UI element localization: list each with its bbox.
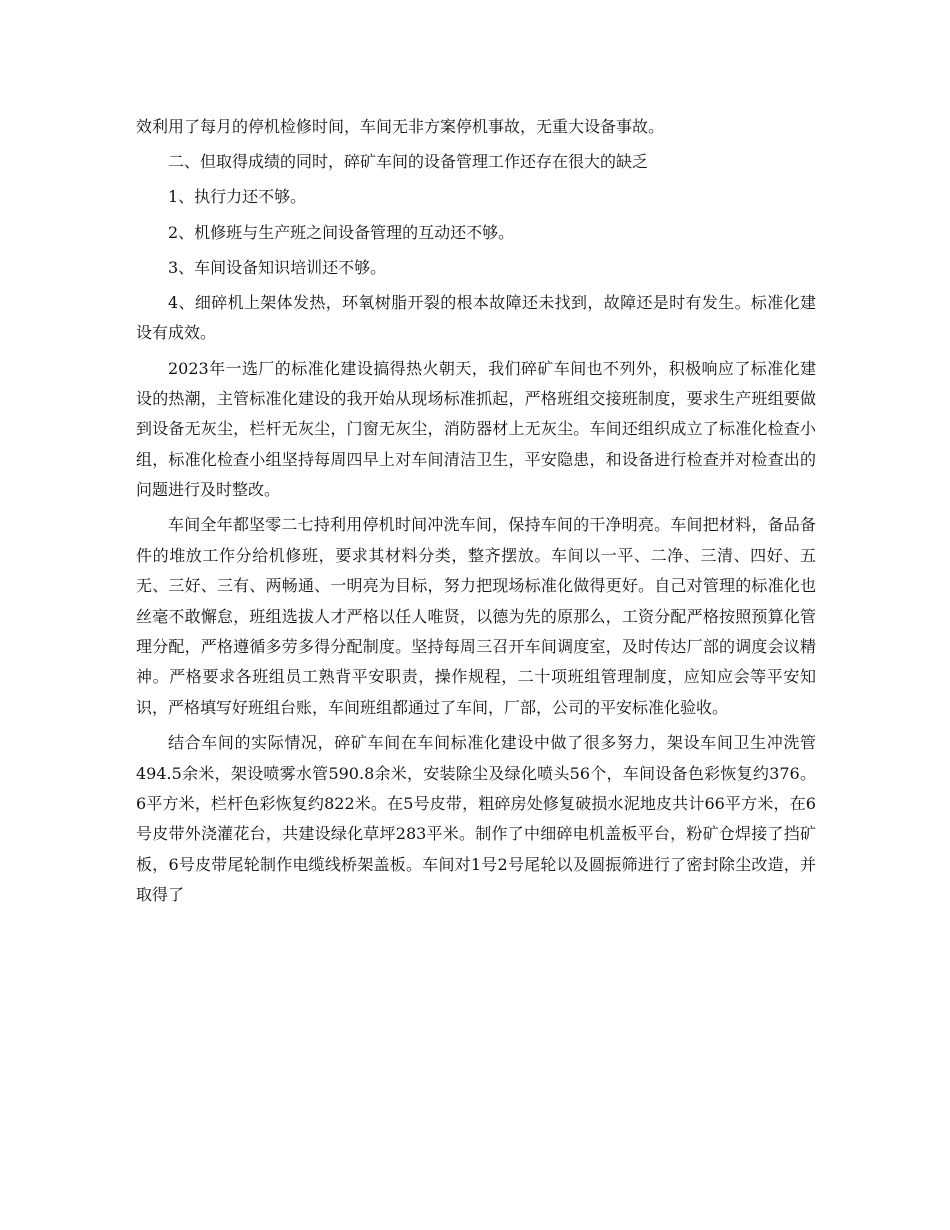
paragraph-6: 2023年一选厂的标准化建设搞得热火朝天，我们碎矿车间也不列外，积极响应了标准化建设的热潮，主管标准化建设的我开始从现场标准抓起，严格班组交接班制度，要求生产班组要做到设备无灰尘，栏杆无灰尘，门窗无灰尘，消防器材上无灰尘。车间还组织成立了标准化检查小组，标准化检查小组坚持每周四早上对车间清洁卫生，平安隐患，和设备进行检查并对检查出的问题进行及时整改。 — [136, 358, 816, 500]
paragraph-3: 2、机修班与生产班之间设备管理的互动还不够。 — [168, 222, 515, 242]
document-page — [136, 112, 816, 915]
paragraph-5: 4、细碎机上架体发热，环氧树脂开裂的根本故障还未找到，故障还是时有发生。标准化建设有成效。 — [136, 293, 816, 343]
paragraph-4: 3、车间设备知识培训还不够。 — [168, 257, 387, 277]
paragraph-1: 二、但取得成绩的同时，碎矿车间的设备管理工作还存在很大的缺乏 — [168, 152, 649, 172]
paragraph-2: 1、执行力还不够。 — [168, 187, 307, 207]
paragraph-8: 结合车间的实际情况，碎矿车间在车间标准化建设中做了很多努力，架设车间卫生冲洗管494.5余米，架设喷雾水管590.8余米，安装除尘及绿化喷头56个，车间设备色彩恢复约376。6平方米，栏杆色彩恢复约822米。在5号皮带，粗碎房处修复破损水泥地皮共计66平方米，在6号皮带外浇灌花台，共建设绿化草坪283平米。制作了中细碎电机盖板平台，粉矿仓焊接了挡矿板，6号皮带尾轮制作电缆线桥架盖板。车间对1号2号尾轮以及圆振筛进行了密封除尘改造，并取得了 — [136, 733, 816, 905]
paragraph-0: 效利用了每月的停机检修时间，车间无非方案停机事故，无重大设备事故。 — [136, 117, 665, 136]
paragraph-7: 车间全年都坚零二七持利用停机时间冲洗车间，保持车间的干净明亮。车间把材料，备品备件的堆放工作分给机修班，要求其材料分类，整齐摆放。车间以一平、二净、三清、四好、五无、三好、三有、两畅通、一明亮为目标，努力把现场标准化做得更好。自己对管理的标准化也丝毫不敢懈怠，班组选拔人才严格以任人唯贤，以德为先的原那么，工资分配严格按照预算化管理分配，严格遵循多劳多得分配制度。坚持每周三召开车间调度室，及时传达厂部的调度会议精神。严格要求各班组员工熟背平安职责，操作规程，二十项班组管理制度，应知应会等平安知识，严格填写好班组台账，车间班组都通过了车间，厂部，公司的平安标准化验收。 — [136, 515, 816, 717]
